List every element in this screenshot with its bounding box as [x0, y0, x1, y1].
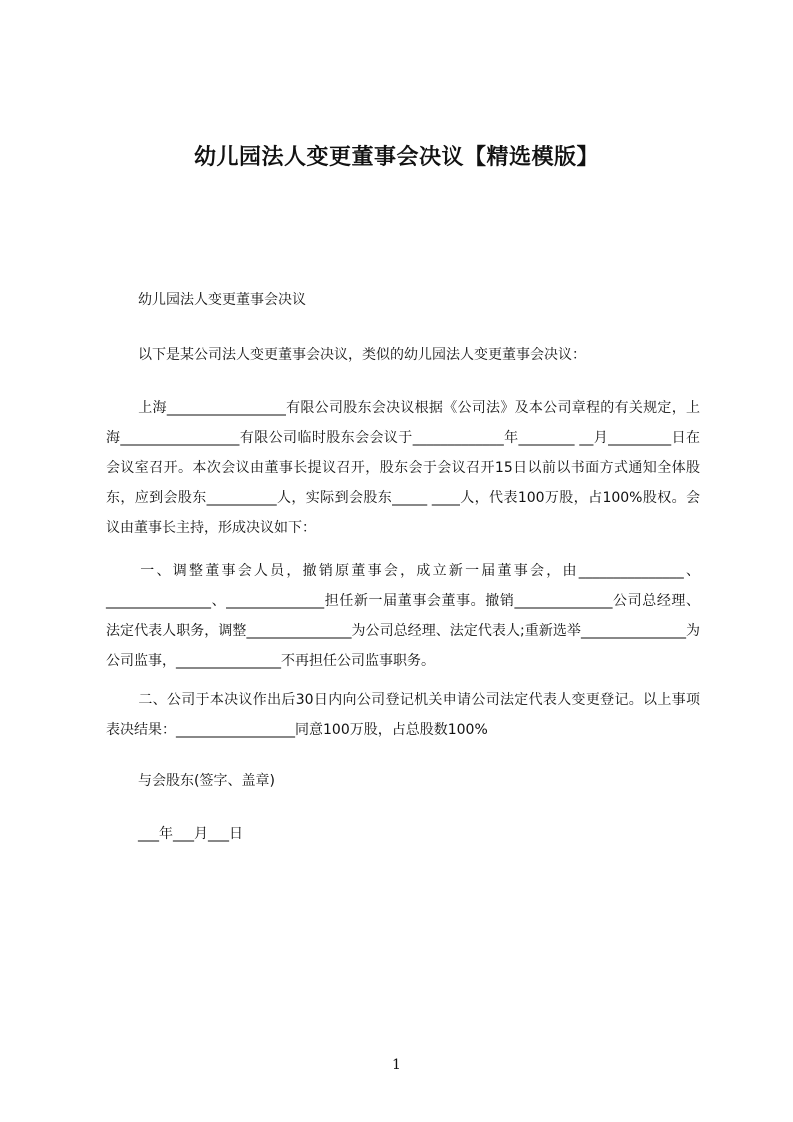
resolution-item-2 — [106, 685, 700, 745]
intro-paragraph: 以下是某公司法人变更董事会决议，类似的幼儿园法人变更董事会决议： — [138, 347, 586, 363]
document-title: 幼儿园法人变更董事会决议【精选模版】 — [193, 145, 599, 170]
page-number: 1 — [392, 1057, 401, 1073]
resolution-item-1-text: 一、调整董事会人员，撤销原董事会，成立新一届董事会，由_______________、_______________、______________担任新一届董事会董事。撤销______________公司总经理、法定代表人职务，调整_______________为公司总经理、法定代表人;重新选举_______________为公司监事，_______________不再担任公司监事职务。 — [106, 563, 700, 669]
resolution-item-2-text: 二、公司于本决议作出后30日内向公司登记机关申请公司法定代表人变更登记。以上事项表决结果：_________________同意100万股，占总股数100% — [106, 692, 700, 738]
resolution-item-1 — [106, 556, 700, 676]
signature-line: 与会股东(签字、盖章) — [138, 773, 275, 789]
meeting-paragraph-text: 上海_________________有限公司股东会决议根据《公司法》及本公司章程的有关规定，上海_________________有限公司临时股东会会议于_____________年________ __月_________日在会议室召开。本次会议由董事长提议召开，股东会于会议召开15日以前以书面方式通知全体股东，应到会股东__________人，实际到会股东_____ ____人，代表100万股，占100%股权。会议由董事长主持，形成决议如下： — [106, 400, 700, 536]
document-heading: 幼儿园法人变更董事会决议 — [138, 292, 306, 308]
date-line: ___年___月___日 — [138, 826, 243, 842]
meeting-paragraph — [106, 393, 700, 543]
